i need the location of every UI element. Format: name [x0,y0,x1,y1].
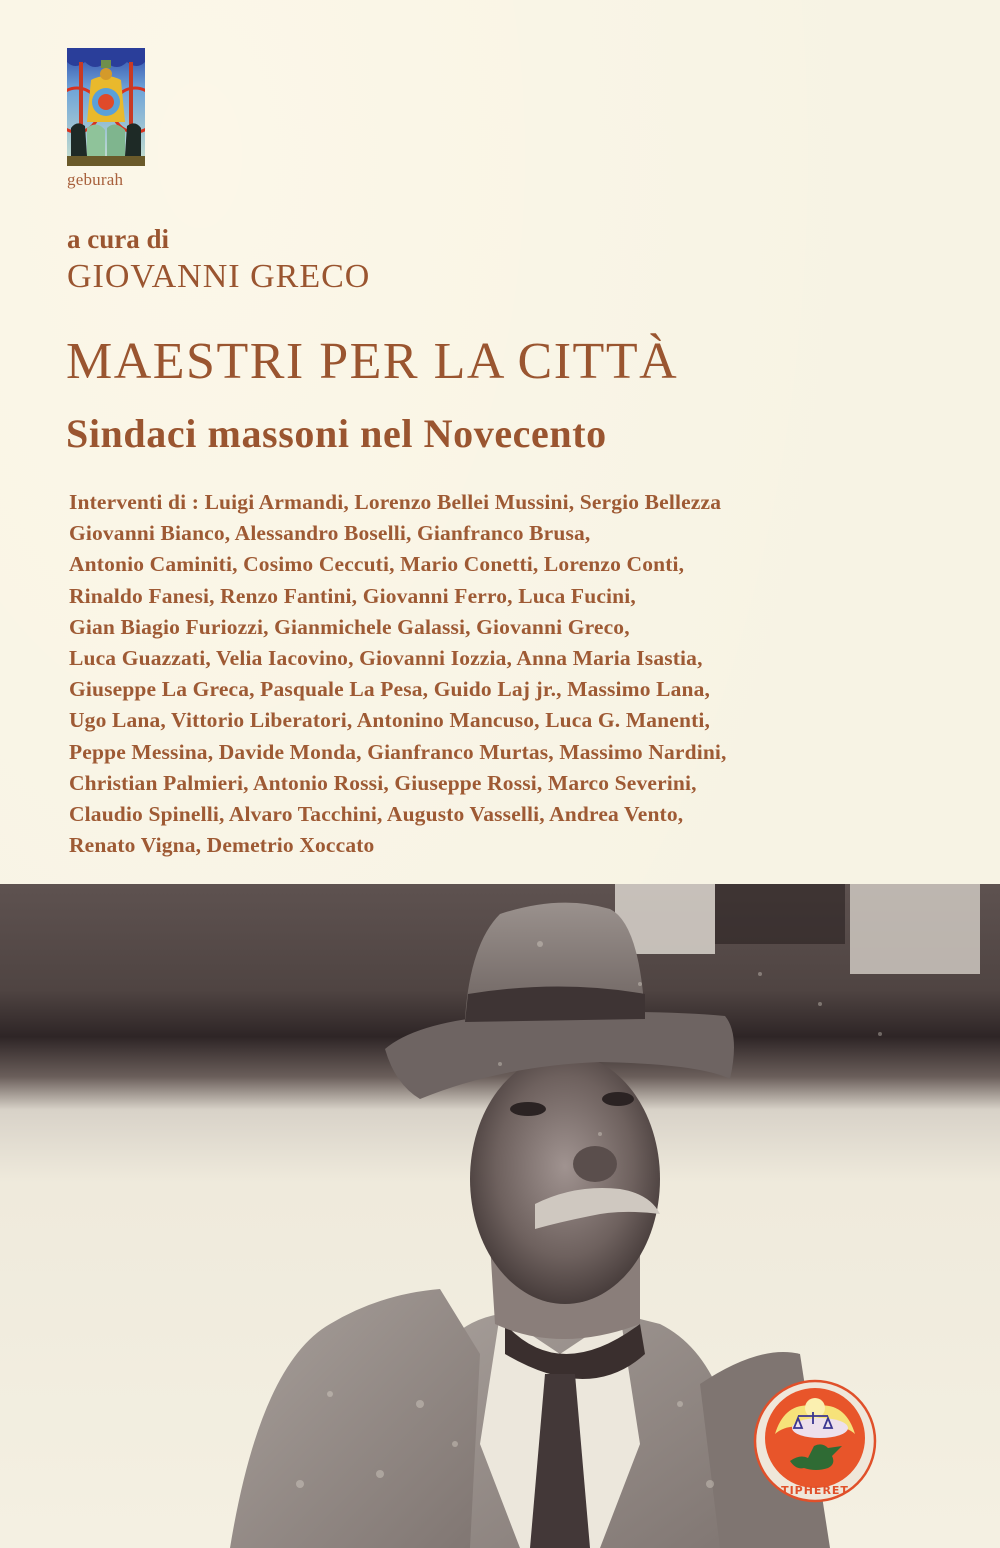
contributors-line: Luca Guazzati, Velia Iacovino, Giovanni Iozzia, Anna Maria Isastia, [69,646,703,671]
contributors-line: Rinaldo Fanesi, Renzo Fantini, Giovanni Ferro, Luca Fucini, [69,583,636,608]
book-title: MAESTRI PER LA CITTÀ [66,333,679,390]
curator-prefix: a cura di [67,224,170,254]
contributors-line: Giuseppe La Greca, Pasquale La Pesa, Guido Laj jr., Massimo Lana, [69,677,711,702]
contributors-line: Gian Biagio Furiozzi, Gianmichele Galassi, Giovanni Greco, [69,614,630,639]
contributors-line: Renato Vigna, Demetrio Xoccato [69,833,375,858]
contributors-line: Christian Palmieri, Antonio Rossi, Giuseppe Rossi, Marco Severini, [69,770,697,795]
tarot-chariot-emblem-icon [67,48,145,166]
contributors-line: Ugo Lana, Vittorio Liberatori, Antonino Mancuso, Luca G. Manenti, [69,708,711,733]
curator-name: GIOVANNI GRECO [67,258,371,295]
tipheret-publisher-logo-icon [750,1376,880,1506]
series-label: geburah [67,170,124,189]
contributors-line: Antonio Caminiti, Cosimo Ceccuti, Mario Conetti, Lorenzo Conti, [69,552,685,577]
contributors-line: Interventi di : Luigi Armandi, Lorenzo Bellei Mussini, Sergio Bellezza [69,490,722,514]
contributors-list [69,487,969,861]
contributors-line: Giovanni Bianco, Alessandro Boselli, Gianfranco Brusa, [69,521,591,546]
contributors-line: Claudio Spinelli, Alvaro Tacchini, Augusto Vasselli, Andrea Vento, [69,802,684,827]
contributors-line: Peppe Messina, Davide Monda, Gianfranco Murtas, Massimo Nardini, [69,739,727,764]
publisher-name: TIPHERET [781,1484,849,1497]
book-subtitle: Sindaci massoni nel Novecento [66,411,607,456]
